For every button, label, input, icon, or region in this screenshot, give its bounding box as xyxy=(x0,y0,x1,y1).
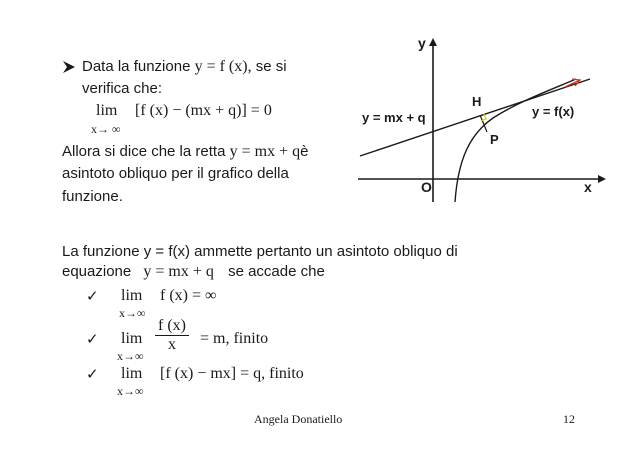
intro-bullet xyxy=(62,60,76,79)
intro-line-1 xyxy=(82,58,287,76)
cond1-lim: lim xyxy=(121,287,143,304)
equation-word: equazione xyxy=(62,263,132,280)
cond3-expression: [f (x) − mx] = q, finito xyxy=(160,365,304,382)
intro-line-2: verifica che: xyxy=(82,80,163,97)
conclusion-line-3: funzione. xyxy=(62,188,123,205)
limit-word: lim xyxy=(96,102,118,119)
conclusion-line-1 xyxy=(62,143,308,161)
cond3-lim: lim xyxy=(121,365,143,382)
equation-formula: y = mx + q xyxy=(143,263,214,280)
y-axis-label: y xyxy=(418,35,426,51)
footer-author: Angela Donatiello xyxy=(254,412,343,426)
cond2-numerator: f (x) xyxy=(155,317,189,336)
check-1-icon: ✓ xyxy=(86,287,99,305)
second-line-1: La funzione y = f(x) ammette pertanto un asintoto obliquo di xyxy=(62,243,458,260)
asymptote-formula: y = mx + q xyxy=(229,143,301,160)
cond2-rhs: = m, finito xyxy=(200,330,269,347)
cond2-fraction xyxy=(155,317,189,354)
x-axis-arrow-icon xyxy=(598,175,606,183)
cond2-subscript: x→∞ xyxy=(117,349,144,363)
intro-text-suffix: se si xyxy=(255,58,287,75)
function-formula: y = f (x), xyxy=(194,58,252,75)
point-h-label: H xyxy=(472,94,482,109)
arrow-bullet-icon xyxy=(62,60,76,74)
asymptote-label: y = mx + q xyxy=(362,110,426,125)
intro-text: Data la funzione xyxy=(82,58,191,75)
curve-label: y = f(x) xyxy=(532,104,575,119)
conclusion-verb: è xyxy=(300,143,309,160)
cond3-subscript: x→∞ xyxy=(117,384,144,398)
check-3-icon: ✓ xyxy=(86,365,99,383)
page-number: 12 xyxy=(563,412,575,426)
second-line-2 xyxy=(62,263,325,281)
asymptote-diagram xyxy=(358,34,608,204)
limit-subscript: x→ ∞ xyxy=(91,122,121,136)
cond2-lim: lim xyxy=(121,330,143,347)
conclusion-text: Allora si dice che la retta xyxy=(62,143,226,160)
origin-label: O xyxy=(421,179,432,195)
y-axis-arrow-icon xyxy=(429,38,437,46)
cond2-denominator: x xyxy=(167,336,176,353)
check-2-icon: ✓ xyxy=(86,330,99,348)
condition-intro: se accade che xyxy=(228,263,325,280)
cond1-expression: f (x) = ∞ xyxy=(160,287,217,304)
limit-expression: [f (x) − (mx + q)] = 0 xyxy=(135,102,272,119)
x-axis-label: x xyxy=(584,179,592,195)
cond1-subscript: x→∞ xyxy=(119,306,146,320)
conclusion-line-2: asintoto obliquo per il grafico della xyxy=(62,165,289,182)
point-p-label: P xyxy=(490,132,499,147)
